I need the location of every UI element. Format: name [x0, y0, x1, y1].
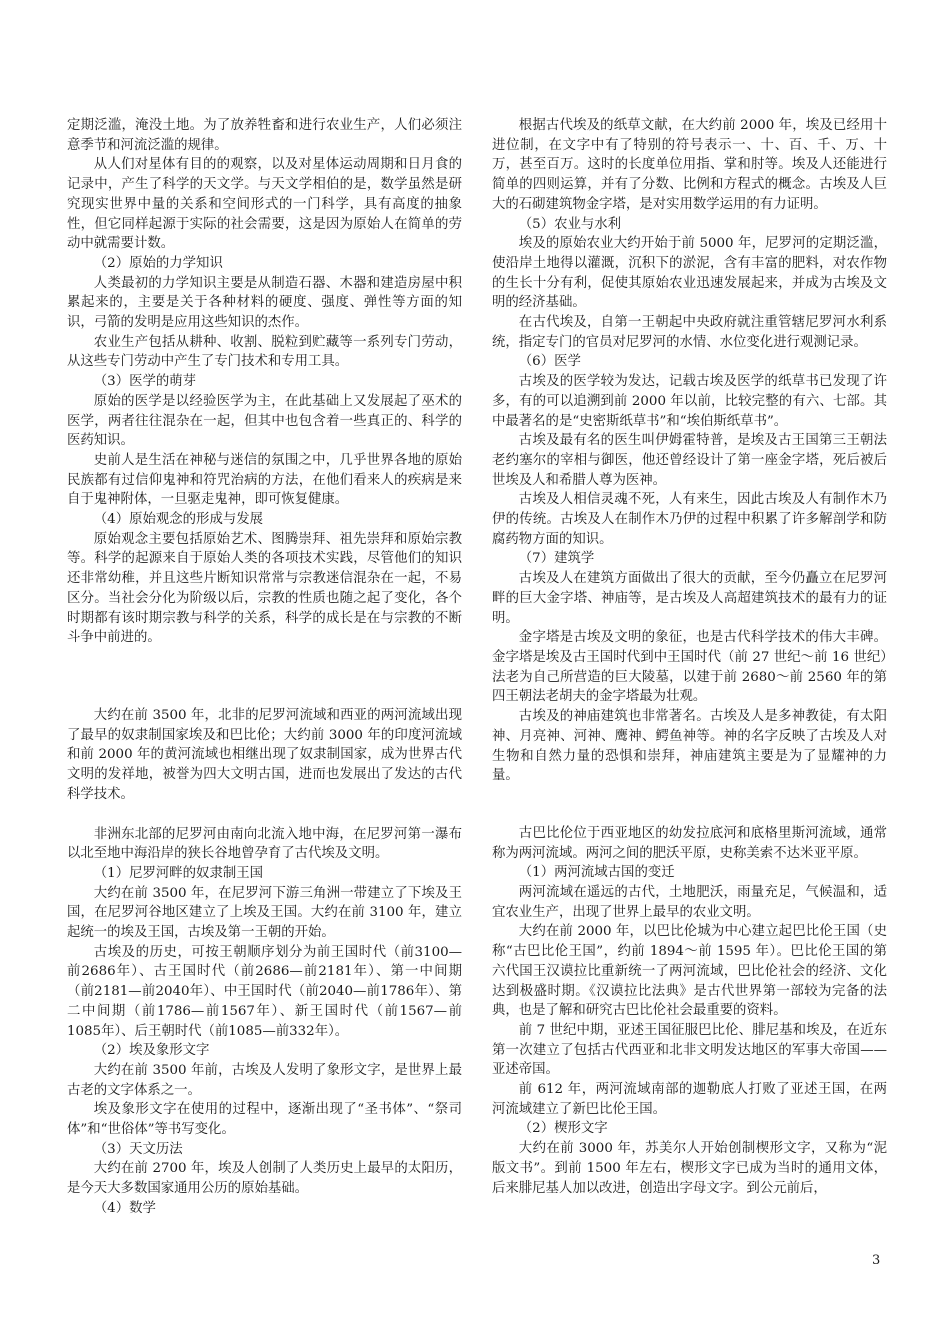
paragraph: 古埃及人在建筑方面做出了很大的贡献，至今仍矗立在尼罗河畔的巨大金字塔、神庙等，是古埃及人高超建筑技术的最有力的证明。	[492, 571, 887, 626]
paragraph: 古埃及的神庙建筑也非常著名。古埃及人是多神教徒，有太阳神、月亮神、河神、鹰神、鳄鱼神等。神的名字反映了古埃及人对生物和自然力量的恐惧和崇拜，神庙建筑主要是为了显耀神的力量。	[492, 709, 887, 784]
subheading: （4）原始观念的形成与发展	[93, 512, 264, 528]
paragraph: 原始的医学是以经验医学为主，在此基础上又发展起了巫术的医学，两者往往混杂在一起，但其中也包含着一些真正的、科学的医药知识。	[67, 393, 462, 449]
paragraph: 前 612 年，两河流域南部的迦勒底人打败了亚述王国，在两河流域建立了新巴比伦王国。	[492, 1082, 887, 1117]
subheading: （2）楔形文字	[518, 1121, 608, 1137]
subheading: （4）数学	[93, 1200, 156, 1216]
paragraph: 古巴比伦位于西亚地区的幼发拉底河和底格里斯河流域，通常称为两河流域。两河之间的肥沃平原，史称美索不达米亚平原。	[492, 825, 887, 861]
subheading: （2）埃及象形文字	[93, 1043, 210, 1059]
paragraph: 人类最初的力学知识主要是从制造石器、木器和建造房屋中积累起来的，主要是关于各种材料的硬度、强度、弹性等方面的知识，弓箭的发明是应用这些知识的杰作。	[67, 275, 462, 331]
paragraph: 前 7 世纪中期，亚述王国征服巴比伦、腓尼基和埃及，在近东第一次建立了包括古代西亚和北非文明发达地区的军事大帝国——亚述帝国。	[492, 1022, 887, 1078]
subheading: （3）天文历法	[93, 1141, 183, 1157]
paragraph: 埃及的原始农业大约开始于前 5000 年，尼罗河的定期泛滥，使沿岸土地得以灌溉，沉积下的淤泥，含有丰富的肥料，对农作物的生长十分有利，促使其原始农业迅速发展起来，并成为古埃及文明的经济基础。	[492, 236, 887, 311]
subheading: （7）建筑学	[518, 551, 595, 567]
subheading: （3）医学的萌芽	[93, 374, 197, 390]
paragraph: 定期泛滥，淹没土地。为了放养牲畜和进行农业生产，人们必须注意季节和河流泛滥的规律。	[67, 118, 462, 153]
paragraph: 原始观念主要包括原始艺术、图腾崇拜、祖先崇拜和原始宗教等。科学的起源来自于原始人类的各项技术实践，尽管他们的知识还非常幼稚，并且这些片断知识常常与宗教迷信混杂在一起，不易区分。当社会分化为阶级以后，宗教的性质也随之起了变化，各个时期都有该时期宗教与科学的关系，科学的成长是在与宗教的不断斗争中前进的。	[67, 531, 462, 646]
paragraph: 金字塔是古埃及文明的象征，也是古代科学技术的伟大丰碑。金字塔是埃及古王国时代到中王国时代（前 27 世纪～前 16 世纪）法老为自己所营造的巨大陵墓，以建于前 2680～前 2560 年的第四王朝法老胡夫的金字塔最为壮观。	[492, 630, 887, 705]
paragraph: 埃及象形文字在使用的过程中，逐渐出现了“圣书体”、“祭司体”和“世俗体”等书写变化。	[67, 1102, 462, 1138]
paragraph: 史前人是生活在神秘与迷信的氛围之中，几乎世界各地的原始民族都有过信仰鬼神和符咒治病的方法，在他们看来人的疾病是来自于鬼神附体，一旦驱走鬼神，即可恢复健康。	[67, 452, 462, 508]
subheading: （2）原始的力学知识	[93, 255, 223, 271]
paragraph: 古埃及人相信灵魂不死，人有来生，因此古埃及人有制作木乃伊的传统。古埃及人在制作木乃伊的过程中积累了许多解剖学和防腐药物方面的知识。	[492, 492, 887, 547]
paragraph: 两河流域在遥远的古代，土地肥沃，雨量充足，气候温和，适宜农业生产，出现了世界上最早的农业文明。	[492, 885, 887, 920]
paragraph: 古埃及的历史，可按王朝顺序划分为前王国时代（前3100—前2686年）、古王国时代（前2686—前2181年）、第一中间期（前2181—前2040年）、中王国时代（前2040—前1786年）、第二中间期（前1786—前1567年）、新王国时代（前1567—前1085年）、后王朝时代（前1085—前332年）。	[67, 944, 462, 1039]
paragraph: 非洲东北部的尼罗河由南向北流入地中海，在尼罗河第一瀑布以北至地中海沿岸的狭长谷地曾孕育了古代埃及文明。	[67, 826, 462, 862]
page-number: 3	[872, 1253, 881, 1268]
right-column	[492, 116, 887, 1198]
paragraph: 大约在前 3500 年，在尼罗河下游三角洲一带建立了下埃及王国，在尼罗河谷地区建立了上埃及王国。大约在前 3100 年，建立起统一的埃及王国，古埃及第一王朝的开始。	[67, 885, 462, 941]
paragraph: 根据古代埃及的纸草文献，在大约前 2000 年，埃及已经用十进位制，在文字中有了特别的符号表示一、十、百、千、万、十万，甚至百万。这时的长度单位用指、掌和肘等。埃及人还能进行简单的四则运算，并有了分数、比例和方程式的概念。古埃及人巨大的石砌建筑物金字塔，是对实用数学运用的有力证明。	[492, 118, 887, 212]
subheading: （1）两河流域古国的变迁	[518, 865, 675, 881]
paragraph: 古埃及的医学较为发达，记载古埃及医学的纸草书已发现了许多，有的可以追溯到前 2000 年以前，比较完整的有六、七部。其中最著名的是“史密斯纸草书”和“埃伯斯纸草书”。	[492, 374, 887, 429]
subheading: （6）医学	[518, 354, 581, 370]
left-column	[67, 116, 462, 1219]
paragraph: 农业生产包括从耕种、收割、脱粒到贮藏等一系列专门劳动，从这些专门劳动中产生了专门技术和专用工具。	[67, 334, 462, 370]
paragraph: 从人们对星体有目的的观察，以及对星体运动周期和日月食的记录中，产生了科学的天文学。与天文学相伯的是，数学虽然是研究现实世界中量的关系和空间形式的一门科学，具有高度的抽象性，但它同样起源于实际的社会需要，这是因为原始人在简单的劳动中就需要计数。	[67, 157, 462, 252]
paragraph: 古埃及最有名的医生叫伊姆霍特普，是埃及古王国第三王朝法老约塞尔的宰相与御医，他还曾经设计了第一座金字塔，死后被后世埃及人和希腊人尊为医神。	[492, 433, 887, 488]
subheading: （1）尼罗河畔的奴隶制王国	[93, 865, 264, 881]
paragraph: 大约在前 2700 年，埃及人创制了人类历史上最早的太阳历，是今天大多数国家通用公历的原始基础。	[67, 1161, 462, 1197]
paragraph: 大约在前 2000 年，以巴比伦城为中心建立起巴比伦王国（史称“古巴比伦王国”，约前 1894～前 1595 年）。巴比伦王国的第六代国王汉谟拉比重新统一了两河流域，巴比伦社会的经济、文化达到极盛时期。《汉谟拉比法典》是古代世界第一部较为完备的法典，也是了解和研究古巴比伦社会最重要的资料。	[492, 924, 887, 1019]
paragraph: 大约在前 3500 年前，古埃及人发明了象形文字，是世界上最古老的文字体系之一。	[67, 1062, 462, 1098]
paragraph: 大约在前 3500 年，北非的尼罗河流域和西亚的两河流域出现了最早的奴隶制国家埃及和巴比伦；大约前 3000 年的印度河流域和前 2000 年的黄河流域也相继出现了奴隶制国家，成为世界古代文明的发祥地，被誉为四大文明古国，进而也发展出了发达的古代科学技术。	[67, 707, 462, 802]
paragraph: 在古代埃及，自第一王朝起中央政府就注重管辖尼罗河水利系统，指定专门的官员对尼罗河的水情、水位变化进行观测记录。	[492, 315, 887, 350]
subheading: （5）农业与水利	[518, 216, 622, 232]
paragraph: 大约在前 3000 年，苏美尔人开始创制楔形文字，又称为“泥版文书”。到前 1500 年左右，楔形文字已成为当时的通用文体，后来腓尼基人加以改进，创造出字母文字。到公元前后，	[492, 1141, 887, 1196]
